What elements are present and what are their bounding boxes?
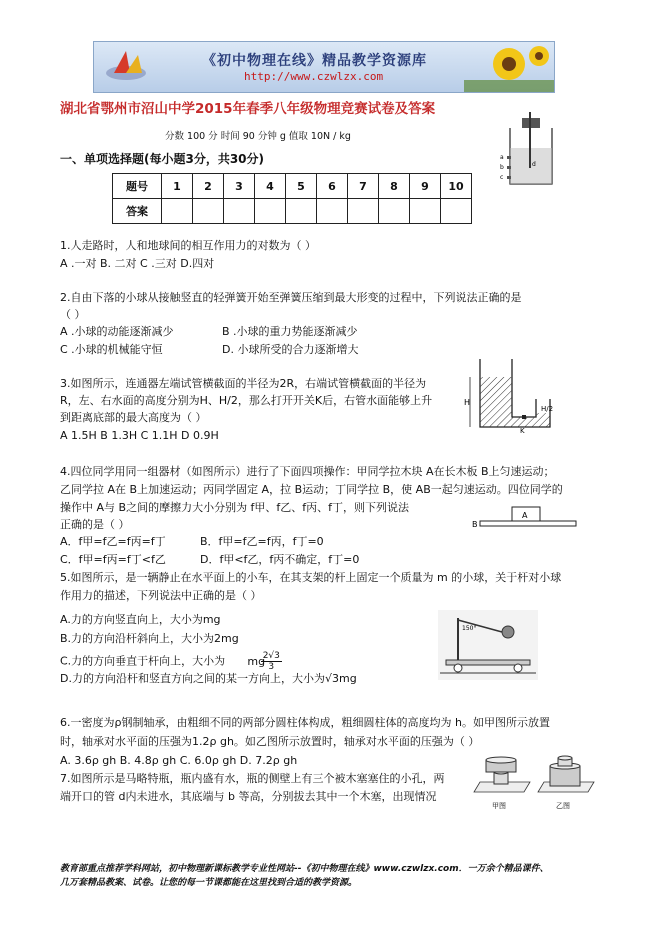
label-d: d: [532, 161, 536, 168]
label-b: b: [500, 164, 504, 171]
answer-cell[interactable]: [193, 199, 224, 224]
q2-option-a: A .小球的动能逐渐减少: [60, 325, 174, 338]
q5-option-c: [60, 651, 280, 672]
question-number: 10: [441, 174, 472, 199]
q5-line2: 作用力的描述，下列说法中正确的是（ ）: [60, 589, 262, 602]
banner-url[interactable]: http://www.czwlzx.com: [244, 70, 384, 83]
label-board-b: B: [472, 520, 478, 529]
footer-line1: 教育部重点推荐学科网站，初中物理新课标教学专业性网站--《初中物理在线》www.czwlzx.com．一万余个精品课件、: [60, 864, 549, 874]
table-row: [113, 199, 472, 224]
answer-table: [112, 173, 472, 224]
question-number: 6: [317, 174, 348, 199]
label-c: c: [500, 174, 504, 181]
exam-info: 分数 100 分 时间 90 分钟 g 值取 10N / kg: [165, 131, 351, 142]
q4-option-c: C．f甲=f丙=f丁<f乙: [60, 553, 166, 566]
table-row: [113, 174, 472, 199]
q5-option-c-unit: mg: [247, 654, 266, 668]
table-row-label: 题号: [113, 174, 162, 199]
connected-vessel-figure: [462, 355, 562, 435]
question-number: 3: [224, 174, 255, 199]
q4-option-a: A．f甲=f乙=f丙=f丁: [60, 535, 166, 548]
q5-option-a: A.力的方向竖直向上，大小为mg: [60, 613, 221, 626]
q6-options: A. 3.6ρ gh B. 4.8ρ gh C. 6.0ρ gh D. 7.2ρ gh: [60, 754, 298, 767]
q4-line4: 正确的是（ ）: [60, 518, 130, 531]
label-h2: H/2: [541, 405, 554, 413]
table-row-label: 答案: [113, 199, 162, 224]
q7-line2: 端开口的管 d内未进水，其底端与 b 等高，分别拔去其中一个木塞，出现情况: [60, 790, 437, 803]
q4-line2: 乙同学拉 A在 B上加速运动；丙同学固定 A，拉 B运动；丁同学拉 B，使 AB一起匀速运动。四位同学的: [60, 483, 563, 496]
q1-options: A .一对 B. 二对 C .三对 D.四对: [60, 257, 215, 270]
section-heading: 一、单项选择题(每小题3分，共30分): [60, 152, 265, 166]
angle-label: 150°: [462, 625, 477, 632]
question-number: 7: [348, 174, 379, 199]
answer-cell[interactable]: [162, 199, 193, 224]
footer-line2: 几万套精品教案、试卷。让您的每一节课都能在这里找到合适的教学资源。: [60, 878, 358, 888]
q2-option-d: D. 小球所受的合力逐渐增大: [222, 343, 359, 356]
q5-option-d-text: D.力的方向沿杆和竖直方向之间的某一方向上，大小为: [60, 672, 325, 685]
block-on-board-figure: [470, 505, 580, 535]
fig-yi-label: 乙图: [556, 802, 570, 810]
q3-line3: 到距离底部的最大高度为（ ）: [60, 411, 207, 424]
q3-line1: 3.如图所示，连通器左端试管横截面的半径为2R，右端试管横截面的半径为: [60, 377, 427, 390]
answer-cell[interactable]: [286, 199, 317, 224]
q2-option-c: C .小球的机械能守恒: [60, 343, 163, 356]
q5-option-d-unit: mg: [338, 672, 357, 685]
q4-line3: 操作中 A与 B之间的摩擦力大小分别为 f甲、f乙、f丙、f丁，则下列说法: [60, 501, 410, 514]
q4-option-d: D．f甲<f乙，f丙不确定，f丁=0: [200, 553, 360, 566]
sunflower-icon: [464, 42, 554, 92]
page-title: 湖北省鄂州市沼山中学2015年春季八年级物理竞赛试卷及答案: [60, 101, 436, 117]
q5-option-b: B.力的方向沿杆斜向上，大小为2mg: [60, 632, 239, 645]
banner-title: 《初中物理在线》精品教学资源库: [202, 53, 427, 69]
bearing-figures: [470, 752, 600, 822]
label-a: a: [500, 154, 504, 161]
cart-figure: [438, 610, 538, 680]
question-number: 2: [193, 174, 224, 199]
question-number: 5: [286, 174, 317, 199]
q5-line1: 5.如图所示，是一辆静止在水平面上的小车，在其支架的杆上固定一个质量为 m 的小球，关于杆对小球: [60, 571, 562, 584]
q1-stem: 1.人走路时，人和地球间的相互作用力的对数为（ ）: [60, 239, 316, 252]
q3-line2: R，左、右水面的高度分别为H、H/2，那么打开开关K后，右管水面能够上升: [60, 394, 433, 407]
q5-option-c-text: C.力的方向垂直于杆向上，大小为: [60, 654, 226, 668]
footer: [60, 862, 549, 890]
q2-stem: 2.自由下落的小球从接触竖直的轻弹簧开始至弹簧压缩到最大形变的过程中，下列说法正确的是: [60, 291, 522, 304]
label-k: K: [520, 427, 525, 435]
q5-option-d-root: √3: [324, 672, 339, 685]
q4-line1: 4.四位同学用同一组器材（如图所示）进行了下面四项操作：甲同学拉木块 A在长木板 B上匀速运动；: [60, 465, 555, 478]
header-banner: [93, 41, 555, 93]
question-number: 9: [410, 174, 441, 199]
question-number: 8: [379, 174, 410, 199]
label-block-a: A: [522, 511, 528, 520]
logo-icon: [100, 43, 160, 91]
label-h: H: [464, 398, 471, 407]
q4-option-b: B．f甲=f乙=f丙，f丁=0: [200, 535, 324, 548]
q3-options: A 1.5H B 1.3H C 1.1H D 0.9H: [60, 429, 219, 442]
q5-option-d: [60, 671, 357, 686]
question-number: 4: [255, 174, 286, 199]
mariotte-bottle-figure: [500, 108, 560, 188]
answer-cell[interactable]: [255, 199, 286, 224]
answer-cell[interactable]: [224, 199, 255, 224]
q6-line2: 时，轴承对水平面的压强为1.2ρ gh。如乙图所示放置时，轴承对水平面的压强为（ ）: [60, 735, 480, 748]
q2-paren: （ ）: [60, 308, 86, 321]
fraction-denominator: 3: [268, 662, 275, 672]
fig-jia-label: 甲图: [492, 802, 506, 810]
q2-option-b: B .小球的重力势能逐渐减少: [222, 325, 358, 338]
answer-cell[interactable]: [348, 199, 379, 224]
fraction-numerator: 2√3: [262, 651, 280, 661]
answer-cell[interactable]: [441, 199, 472, 224]
answer-cell[interactable]: [410, 199, 441, 224]
question-number: 1: [162, 174, 193, 199]
q6-line1: 6.一密度为ρ钢制轴承，由粗细不同的两部分圆柱体构成，粗细圆柱体的高度均为 h。如甲图所示放置: [60, 716, 550, 729]
answer-cell[interactable]: [317, 199, 348, 224]
answer-cell[interactable]: [379, 199, 410, 224]
q7-line1: 7.如图所示是马略特瓶，瓶内盛有水，瓶的侧壁上有三个被木塞塞住的小孔，两: [60, 772, 445, 785]
